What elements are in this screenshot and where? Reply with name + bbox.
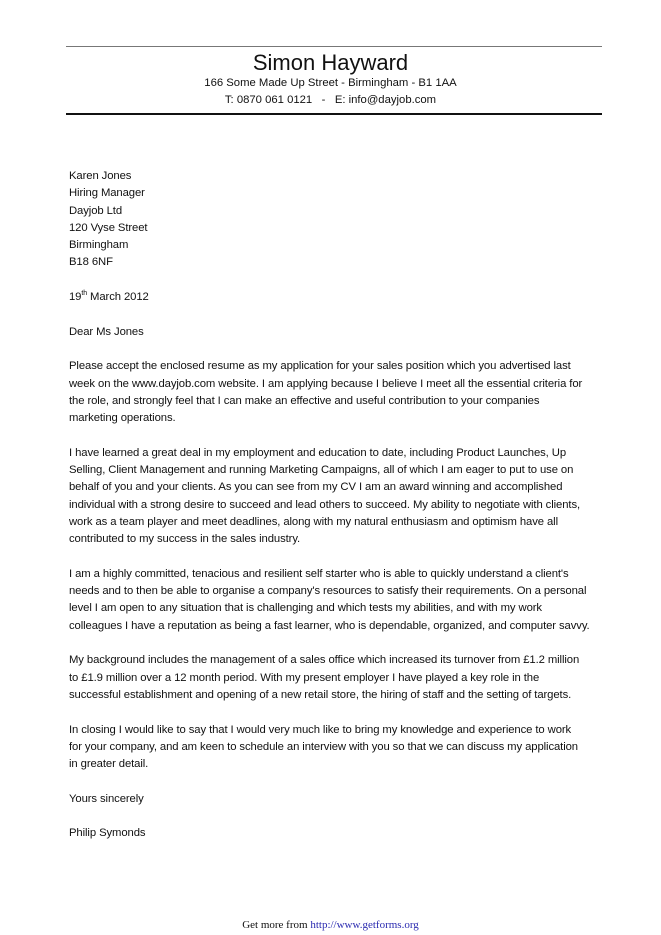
paragraph-line: behalf of you and your clients. As you can see from my CV I am an award winning and accomplished [69,481,563,494]
paragraph [69,358,590,427]
letter-date [69,289,590,306]
recipient-line: B18 6NF [69,256,113,269]
paragraph-line: I have learned a great deal in my employment and education to date, including Product Launches, Up [69,446,566,459]
paragraph-line: needs and to then be able to organise a company's resources to satisfy their requirements. On a personal [69,585,587,598]
signature: Philip Symonds [69,827,146,840]
recipient-line: Dayjob Ltd [69,204,123,217]
recipient-line: Hiring Manager [69,187,145,200]
letter-paragraphs [69,358,590,790]
paragraph-line: individual with a strong desire to succeed and lead others to succeed. My ability to negotiate with clients, [69,498,581,511]
paragraph-line: I am a highly committed, tenacious and resilient self starter who is able to quickly understand a client's [69,567,569,580]
paragraph-line: contributed to my success in the sales industry. [69,533,301,546]
paragraph [69,652,590,704]
sender-address: 166 Some Made Up Street - Birmingham - B1 1AA [204,77,457,89]
paragraph-line: the role, and strongly feel that I can make an effective and useful contribution to your companies [69,394,540,407]
date-month-year: March 2012 [87,291,149,304]
paragraph [69,445,590,549]
footer [0,919,661,931]
letter-body [69,168,590,843]
sender-name: Simon Hayward [252,50,409,75]
recipient-line: 120 Vyse Street [69,221,148,234]
sender-contact: T: 0870 061 0121 - E: info@dayjob.com [224,94,437,106]
paragraph-line: My background includes the management of a sales office which increased its turnover from £1.2 million [69,654,580,667]
paragraph-line: marketing operations. [69,412,176,425]
recipient-address [69,168,590,272]
paragraph-line: week on the www.dayjob.com website. I am applying because I believe I meet all the essential criteria for [69,377,583,390]
paragraph-line: for your company, and am keen to schedule an interview with you so that we can discuss my application [69,740,578,753]
date-day: 19 [69,291,82,304]
paragraph-line: in greater detail. [69,758,149,771]
paragraph-line: In closing I would like to say that I would very much like to bring my knowledge and experience to work [69,723,572,736]
date-suffix: th [81,290,88,298]
footer-link[interactable]: http://www.getforms.org [310,919,419,931]
recipient-line: Karen Jones [69,170,132,182]
paragraph-line: level I am open to any situation that is challenging and which tests my abilities, and with my work [69,602,542,615]
header-bottom-rule [66,113,602,115]
paragraph-line: to £1.9 million over a 12 month period. With my present employer I have played a key role in the [69,671,540,684]
header-top-rule [66,46,602,47]
recipient-line: Birmingham [69,239,129,252]
paragraph-line: Selling, Client Management and running Marketing Campaigns, all of which I am eager to put to use on [69,464,574,477]
paragraph-line: work as a team player and meet deadlines, along with my natural enthusiasm and optimism have all [69,515,558,528]
footer-prefix: Get more from [242,919,311,931]
paragraph [69,722,590,774]
paragraph [69,566,590,635]
paragraph-line: successful establishment and opening of a new retail store, the hiring of staff and the setting of targets. [69,688,572,701]
salutation: Dear Ms Jones [69,325,144,338]
paragraph-line: Please accept the enclosed resume as my application for your sales position which you advertised last [69,360,571,373]
paragraph-line: colleagues I have a reputation as being a fast learner, who is dependable, organized, and computer savvy. [69,619,590,632]
closing: Yours sincerely [69,792,144,805]
